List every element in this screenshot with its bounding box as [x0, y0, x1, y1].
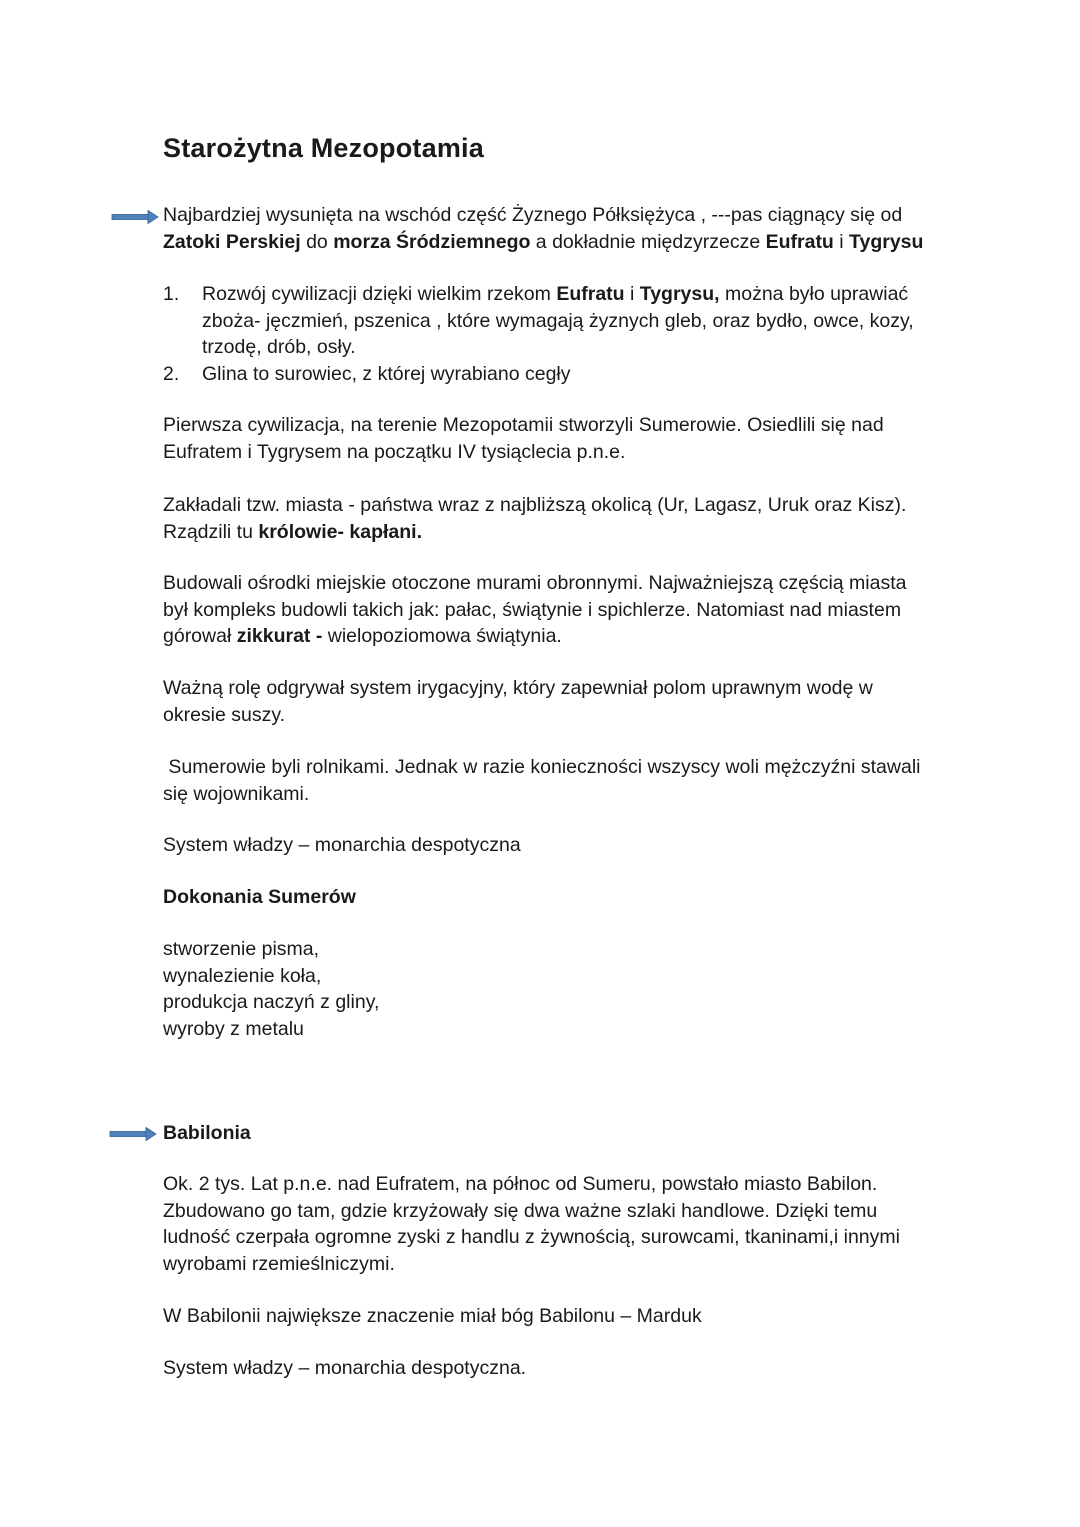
- paragraph-wladza-babilon: System władzy – monarchia despotyczna.: [163, 1357, 527, 1379]
- paragraph-bold: zikkurat -: [236, 625, 323, 647]
- intro-text: do: [300, 230, 334, 253]
- list-bold: Tygrysu,: [639, 283, 720, 305]
- list-text: Rozwój cywilizacji dzięki wielkim rzekom: [202, 283, 557, 305]
- dokonania-list: [163, 936, 933, 1042]
- paragraph-text: Zakładali tzw. miasta - państwa wraz z najbliższą okolicą (Ur, Lagasz, Uruk oraz Kisz). Rządzili tu: [163, 494, 907, 543]
- paragraph-bold: królowie- kapłani.: [258, 520, 423, 543]
- list-bold: Eufratu: [556, 283, 625, 305]
- list-number: 1.: [163, 283, 180, 305]
- paragraph-rolnicy: Sumerowie byli rolnikami. Jednak w razie konieczności wszyscy woli mężczyźni stawali się wojownikami.: [163, 756, 926, 805]
- list-item: [163, 281, 933, 361]
- numbered-list: [163, 281, 933, 387]
- paragraph-text: Budowali ośrodki miejskie otoczone murami obronnymi. Najważniejszą częścią miasta był kompleks budowli takich jak: pałac, świątynie i spichlerze. Natomiast nad miastem górował: [163, 572, 907, 647]
- list-item: [163, 361, 933, 388]
- heading-babilonia: Babilonia: [163, 1122, 251, 1144]
- right-arrow-icon: [109, 1127, 157, 1141]
- list-item: produkcja naczyń z gliny,: [163, 991, 380, 1013]
- paragraph-miasta: [163, 492, 933, 545]
- list-text: można było uprawiać zboża- jęczmień, pszenica , które wymagają żyznych gleb, oraz bydło, owce, kozy, trzodę, drób, osły.: [202, 283, 914, 358]
- paragraph-babilon: Ok. 2 tys. Lat p.n.e. nad Eufratem, na północ od Sumeru, powstało miasto Babilon. Zbudowano go tam, gdzie krzyżowały się dwa ważne szlaki handlowe. Dzięki temu ludność czerpała ogromne zyski z handlu z żywnością, surowcami, tkaninami,i innymi wyrobami rzemieślniczymi.: [163, 1173, 900, 1275]
- paragraph-budowali: [163, 570, 933, 650]
- list-item: stworzenie pisma,: [163, 938, 320, 960]
- intro-text: i: [833, 230, 850, 253]
- heading-dokonania: Dokonania Sumerów: [163, 886, 356, 908]
- list-item: wyroby z metalu: [163, 1017, 304, 1040]
- intro-bold-zatoka: Zatoki Perskiej: [163, 230, 301, 253]
- list-item: wynalezienie koła,: [163, 964, 322, 987]
- paragraph-marduk: W Babilonii największe znaczenie miał bóg Babilonu – Marduk: [163, 1305, 702, 1327]
- intro-text: a dokładnie międzyrzecze: [530, 230, 766, 253]
- list-text: Glina to surowiec, z której wyrabiano cegły: [202, 362, 571, 385]
- intro-bold-tygrys: Tygrysu: [849, 230, 924, 253]
- list-text: i: [624, 283, 640, 305]
- paragraph-irygacja: Ważną rolę odgrywał system irygacyjny, który zapewniał polom uprawnym wodę w okresie suszy.: [163, 677, 873, 726]
- intro-bold-morze: morza Śródziemnego: [333, 230, 531, 253]
- intro-paragraph: [163, 202, 933, 255]
- intro-text: Najbardziej wysunięta na wschód część Żyznego Półksiężyca , ---pas ciągnący się od: [163, 204, 903, 226]
- paragraph-wladza: System władzy – monarchia despotyczna: [163, 834, 521, 856]
- list-number: 2.: [163, 362, 180, 385]
- intro-bold-eufrat: Eufratu: [765, 230, 834, 253]
- paragraph-sumer: Pierwsza cywilizacja, na terenie Mezopotamii stworzyli Sumerowie. Osiedlili się nad Eufratem i Tygrysem na początku IV tysiąclecia p.n.e.: [163, 414, 884, 463]
- paragraph-text: wielopoziomowa świątynia.: [322, 625, 562, 647]
- right-arrow-icon: [111, 210, 159, 224]
- page-title: Starożytna Mezopotamia: [163, 133, 484, 163]
